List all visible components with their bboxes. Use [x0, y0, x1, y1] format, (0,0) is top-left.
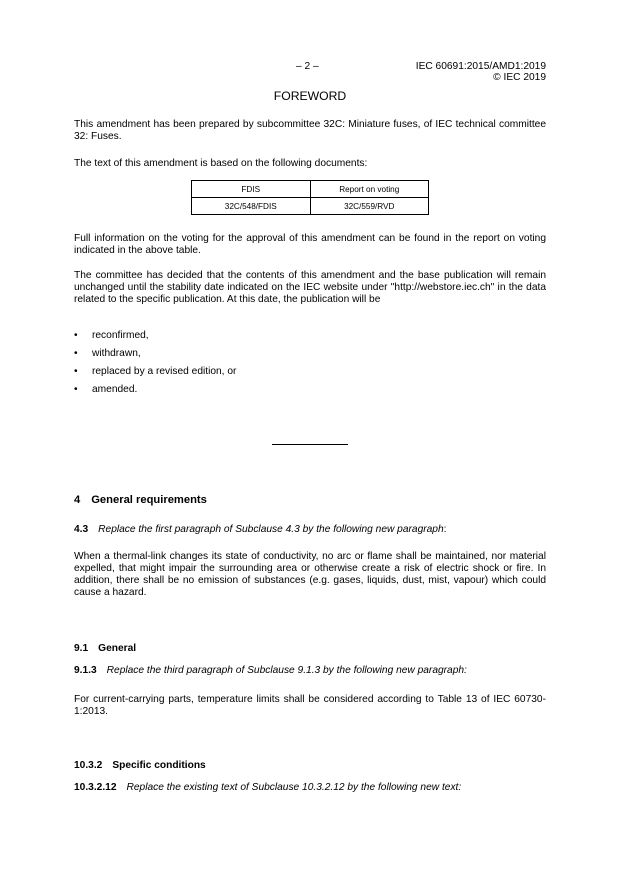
subclause-number: 9.1.3: [74, 665, 97, 676]
section-title: General requirements: [91, 494, 207, 506]
section-number: 10.3.2: [74, 760, 103, 771]
copyright: © IEC 2019: [493, 72, 546, 83]
section-title: Specific conditions: [112, 760, 206, 771]
table-cell-rvd: 32C/559/RVD: [310, 198, 429, 215]
subclause-10-3-2-12-instruction: [74, 782, 461, 794]
subclause-4-3-instruction: 4.3 Replace the first paragraph of Subclause 4.3 by the following new paragraph:: [74, 524, 447, 535]
bullet-icon: •: [74, 366, 78, 377]
section-title: General: [98, 643, 137, 654]
section-number: 9.1: [74, 643, 89, 654]
section-4-heading: [74, 494, 207, 507]
foreword-para-voting: Full information on the voting for the approval of this amendment can be found in the report on voting indicated in the above table.: [74, 233, 546, 256]
section-9-1-heading: [74, 643, 136, 655]
subclause-number: 4.3: [74, 524, 89, 535]
table-header-fdis: FDIS: [192, 181, 311, 198]
bullet-icon: •: [74, 330, 78, 341]
instruction-text: Replace the first paragraph of Subclause 4.3 by the following new paragraph: [98, 524, 444, 535]
section-4-paragraph: When a thermal-link changes its state of conductivity, no arc or flame shall be maintained, nor material expelled, that might impair the surrounding area or otherwise create a risk of electric shock or fire. In addition, there shall be no emission of substances (e.g. gases, liquids, dust, mist, vapour) which could cause a hazard.: [74, 551, 546, 598]
section-9-1-paragraph: For current-carrying parts, temperature limits shall be considered according to Table 13 of IEC 60730-1:2013.: [74, 694, 546, 717]
table-cell-fdis: 32C/548/FDIS: [192, 198, 311, 215]
foreword-para-subcommittee: This amendment has been prepared by subcommittee 32C: Miniature fuses, of IEC technical committee 32: Fuses.: [74, 119, 546, 142]
foreword-title: FOREWORD: [273, 89, 347, 103]
foreword-para-stability: The committee has decided that the contents of this amendment and the base publication will remain unchanged until the stability date indicated on the IEC website under "http://webstore.iec.ch" in the data related to the specific publication. At this date, the publication will be: [74, 270, 546, 305]
document-id: IEC 60691:2015/AMD1:2019: [415, 61, 546, 72]
separator-line: [272, 444, 348, 445]
list-item: • reconfirmed,: [74, 330, 149, 341]
bullet-icon: •: [74, 348, 78, 359]
bullet-icon: •: [74, 384, 78, 395]
table-header-row: [192, 181, 429, 198]
subclause-number: 10.3.2.12: [74, 782, 117, 793]
page-number: – 2 –: [296, 61, 319, 72]
table-row: [192, 198, 429, 215]
list-item: • withdrawn,: [74, 348, 141, 359]
list-item: • replaced by a revised edition, or: [74, 366, 237, 377]
table-header-report: Report on voting: [310, 181, 429, 198]
instruction-text: Replace the third paragraph of Subclause 9.1.3 by the following new paragraph:: [106, 665, 467, 676]
voting-table: [191, 180, 429, 215]
section-number: 4: [74, 494, 81, 506]
instruction-text: Replace the existing text of Subclause 10.3.2.12 by the following new text:: [126, 782, 462, 793]
list-item: • amended.: [74, 384, 138, 395]
foreword-para-documents: The text of this amendment is based on the following documents:: [74, 158, 368, 169]
subclause-9-1-3-instruction: [74, 665, 467, 677]
section-10-3-2-heading: [74, 760, 206, 772]
